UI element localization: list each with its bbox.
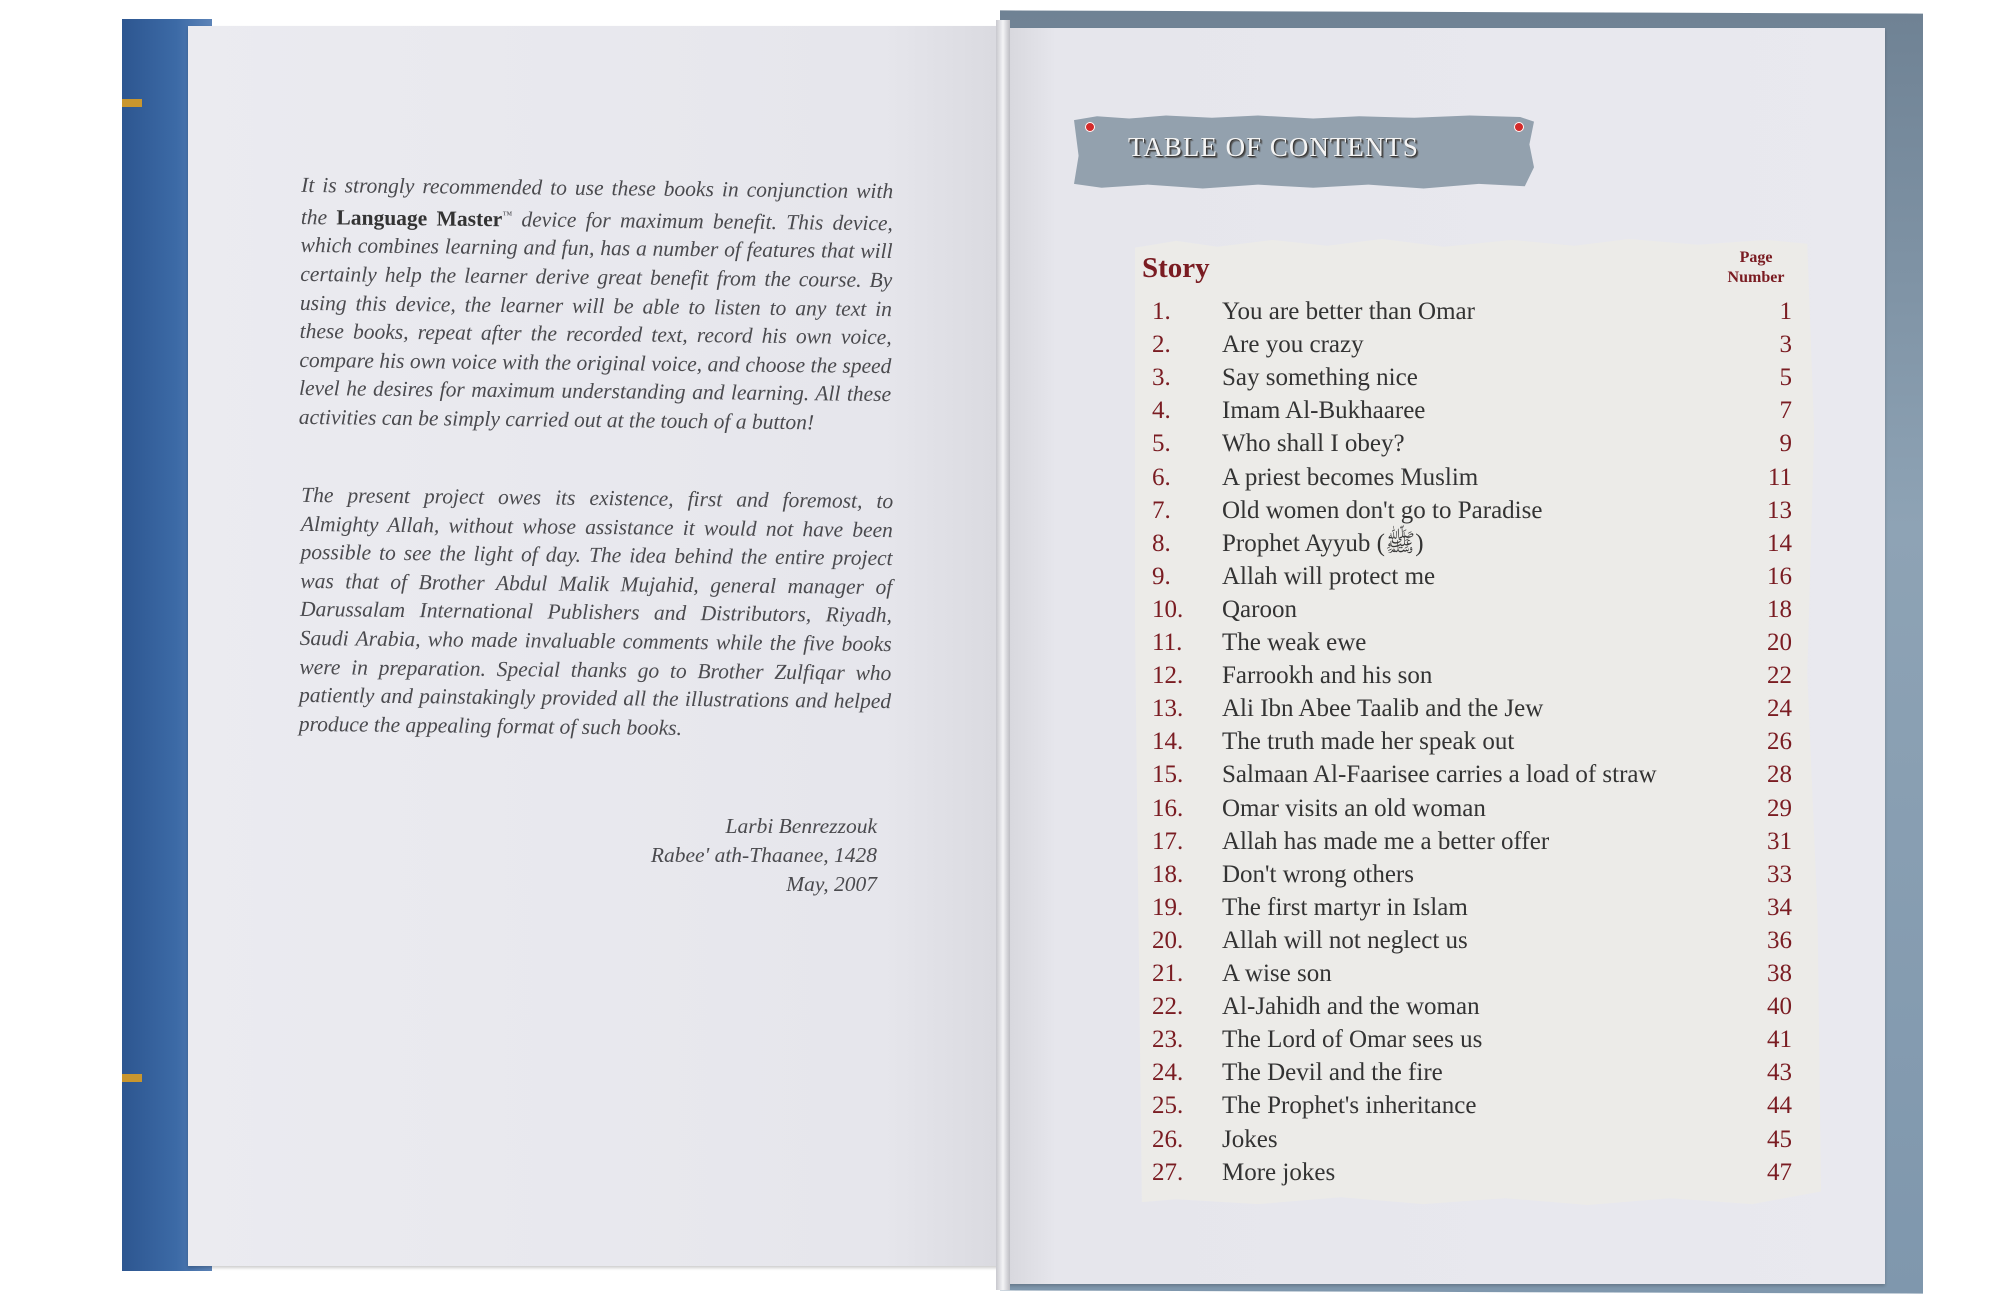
entry-number: 5. (1152, 430, 1171, 458)
entry-title: A wise son (1222, 960, 1332, 987)
entry-number: 3. (1152, 364, 1171, 392)
gregorian-date: May, 2007 (786, 872, 877, 896)
entry-page: 45 (1767, 1125, 1792, 1153)
entry-number: 4. (1152, 397, 1171, 425)
story-header: Story (1142, 252, 1210, 284)
entry-title: You are better than Omar (1222, 298, 1475, 325)
entry-title: The Prophet's inheritance (1222, 1092, 1477, 1120)
entry-title: Imam Al-Bukhaaree (1222, 397, 1426, 425)
pin-icon (1085, 122, 1095, 132)
page-header-line1: Page (1739, 249, 1773, 266)
entry-number: 1. (1152, 298, 1171, 325)
cover-band (122, 1074, 142, 1082)
intro-text-rest: device for maximum benefit. This device, which combines learning and fun, has a number of features that will certainly help the learner derive great benefit from the course. By using this device, the learner will be able to listen to any text in these books, repeat after the recorded text, record his own voice, compare his own voice with the original voice, and choose the speed level he desires for maximum understanding and learning. All these activities can be simply carried out at the touch of a button! (298, 206, 894, 435)
entry-page: 36 (1767, 926, 1792, 954)
entry-number: 8. (1152, 529, 1171, 557)
entry-page: 3 (1779, 331, 1792, 359)
entry-page: 31 (1767, 827, 1792, 855)
toc-entry (1152, 1056, 1792, 1089)
toc-entry (1152, 461, 1792, 494)
entry-page: 47 (1767, 1158, 1792, 1186)
entry-number: 14. (1152, 728, 1184, 756)
entry-number: 23. (1152, 1026, 1184, 1054)
entry-title: The Devil and the fire (1222, 1059, 1443, 1087)
page-header-line2: Number (1727, 269, 1785, 286)
entry-title: Are you crazy (1222, 331, 1364, 359)
entry-page: 33 (1767, 860, 1792, 888)
toc-entry (1152, 328, 1792, 361)
toc-entry (1152, 858, 1792, 891)
toc-entry (1152, 1156, 1792, 1189)
entry-number: 6. (1152, 463, 1171, 491)
entry-number: 2. (1152, 331, 1171, 359)
author-name: Larbi Benrezzouk (725, 814, 877, 838)
entry-title: Allah will not neglect us (1222, 926, 1468, 954)
hijri-date: Rabee' ath-Thaanee, 1428 (650, 843, 877, 867)
intro-paragraph (299, 171, 894, 438)
entry-page: 9 (1779, 430, 1792, 458)
toc-entry (1152, 957, 1792, 990)
cover-band (122, 99, 142, 107)
entry-page: 7 (1779, 397, 1792, 425)
entry-number: 18. (1152, 860, 1184, 888)
entry-number: 21. (1152, 960, 1184, 987)
entry-title: Salmaan Al-Faarisee carries a load of straw (1222, 761, 1657, 789)
entry-title: Prophet Ayyub (ﷺ) (1222, 529, 1424, 557)
toc-entry (1152, 692, 1792, 725)
entry-title: Farrookh and his son (1222, 662, 1433, 690)
entry-title: The first martyr in Islam (1222, 893, 1468, 921)
entry-number: 7. (1152, 496, 1171, 524)
entry-number: 20. (1152, 926, 1184, 954)
intro-text: It is strongly recommended to use these books in conjunction with the (300, 172, 894, 230)
toc-entry (1152, 825, 1792, 858)
toc-entry (1152, 1023, 1792, 1056)
entry-page: 11 (1767, 463, 1792, 491)
pin-icon (1514, 122, 1524, 132)
toc-entry (1152, 527, 1792, 560)
entry-page: 13 (1767, 496, 1792, 524)
entry-number: 17. (1152, 827, 1184, 855)
device-name: Language Master (336, 205, 503, 231)
toc-entry (1152, 659, 1792, 692)
entry-page: 16 (1767, 562, 1792, 590)
entry-page: 18 (1767, 595, 1792, 623)
entry-number: 9. (1152, 562, 1171, 590)
entry-title: Don't wrong others (1222, 860, 1414, 888)
entry-title: Who shall I obey? (1222, 430, 1405, 458)
toc-entry (1152, 593, 1792, 626)
entry-title: Omar visits an old woman (1222, 794, 1486, 822)
entry-page: 24 (1767, 695, 1792, 723)
toc-entry (1152, 924, 1792, 957)
toc-entry (1152, 295, 1792, 328)
toc-entry (1152, 1089, 1792, 1122)
entry-number: 15. (1152, 761, 1184, 789)
entry-title: The Lord of Omar sees us (1222, 1026, 1483, 1054)
entry-page: 20 (1767, 629, 1792, 656)
entry-number: 16. (1152, 794, 1184, 822)
entry-number: 13. (1152, 695, 1184, 723)
toc-entry (1152, 792, 1792, 825)
entry-number: 19. (1152, 893, 1184, 921)
toc-entry (1152, 725, 1792, 758)
entry-title: A priest becomes Muslim (1222, 463, 1479, 491)
entry-page: 43 (1767, 1059, 1792, 1087)
toc-entry (1152, 758, 1792, 791)
trademark: ™ (502, 209, 513, 221)
toc-title: TABLE OF CONTENTS (1128, 132, 1419, 162)
entry-page: 5 (1779, 364, 1792, 392)
toc-entry (1152, 394, 1792, 427)
entry-page: 1 (1779, 298, 1792, 325)
entry-number: 26. (1152, 1125, 1184, 1153)
entry-page: 40 (1767, 993, 1792, 1021)
entry-title: Allah has made me a better offer (1222, 827, 1550, 855)
entry-title: Say something nice (1222, 364, 1418, 392)
entry-number: 25. (1152, 1092, 1184, 1120)
entry-page: 34 (1767, 893, 1792, 921)
entry-page: 44 (1767, 1092, 1792, 1120)
toc-entry (1152, 560, 1792, 593)
entry-number: 27. (1152, 1158, 1184, 1186)
acknowledgement-paragraph: The present project owes its existence, first and foremost, to Almighty Allah, without whose assistance it would not have been possible to see the light of day. The idea behind the entire project was that of Brother Abdul Malik Mujahid, general manager of Darussalam International Publishers and Distributors, Riyadh, Saudi Arabia, who made invaluable comments while the five books were in preparation. Special thanks go to Brother Zulfiqar who patiently and painstakingly provided all the illustrations and helped produce the appealing format of such books. (298, 482, 894, 740)
entry-page: 29 (1767, 794, 1792, 822)
entry-page: 22 (1767, 662, 1792, 690)
entry-title: Jokes (1222, 1125, 1278, 1153)
entry-title: Old women don't go to Paradise (1222, 496, 1543, 524)
entry-number: 12. (1152, 662, 1184, 690)
toc-entry (1152, 891, 1792, 924)
entry-page: 38 (1767, 960, 1792, 987)
entry-title: Ali Ibn Abee Taalib and the Jew (1222, 695, 1544, 723)
entry-title: Al-Jahidh and the woman (1222, 993, 1480, 1021)
toc-entry (1152, 990, 1792, 1023)
toc-entry (1152, 494, 1792, 527)
toc-entry (1152, 427, 1792, 460)
page-number-header (1716, 248, 1796, 288)
book-spine (996, 20, 1010, 1290)
toc-entry (1152, 361, 1792, 394)
entry-page: 14 (1767, 529, 1792, 557)
entry-page: 41 (1767, 1026, 1792, 1054)
entry-number: 22. (1152, 993, 1184, 1021)
entry-title: More jokes (1222, 1158, 1336, 1186)
entry-title: Qaroon (1222, 595, 1297, 623)
entry-title: The truth made her speak out (1222, 728, 1515, 756)
signature (560, 812, 877, 899)
entry-title: Allah will protect me (1222, 562, 1436, 590)
entry-page: 28 (1767, 761, 1792, 789)
entry-title: The weak ewe (1222, 629, 1367, 656)
entry-number: 24. (1152, 1059, 1184, 1087)
entry-page: 26 (1767, 728, 1792, 756)
entry-number: 11. (1152, 629, 1183, 656)
entry-number: 10. (1152, 595, 1184, 623)
toc-entry (1152, 626, 1792, 659)
toc-entry (1152, 1123, 1792, 1156)
